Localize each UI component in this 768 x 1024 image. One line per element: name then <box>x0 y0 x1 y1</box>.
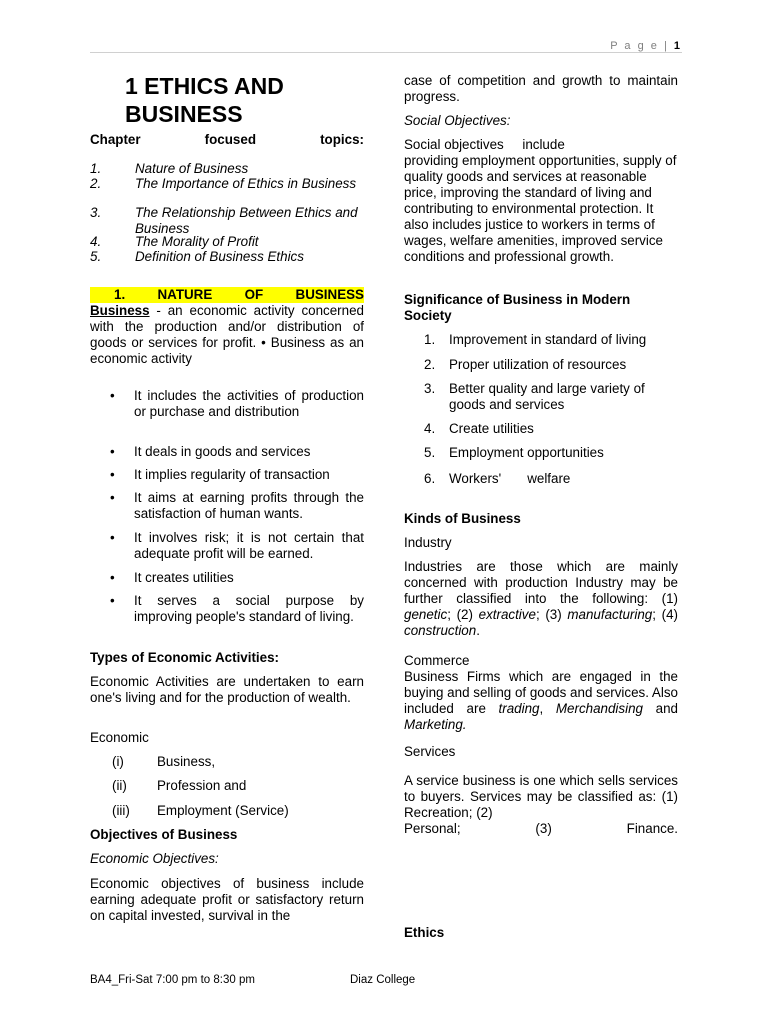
bullet-dot: • <box>110 444 115 459</box>
item-num: 2. <box>424 357 436 372</box>
economic-objectives-text-cont: case of competition and growth to maintain progress. <box>404 73 678 104</box>
commerce-text-part: Business Firms which are engaged in the buying and selling of goods and services. Also included are <box>404 669 678 716</box>
item-num: 4. <box>424 421 436 436</box>
bullet-dot: • <box>110 570 115 585</box>
economic-objectives-heading: Economic Objectives: <box>90 851 219 866</box>
social-objectives-first-line: Social objectives include <box>404 137 565 152</box>
services-label: Services <box>404 744 456 759</box>
bullet-text: It aims at earning profits through the satisfaction of human wants. <box>134 490 364 521</box>
industry-genetic: genetic <box>404 607 448 622</box>
footer-college: Diaz College <box>350 974 416 986</box>
heading-word: Chapter <box>90 132 141 147</box>
social-objectives-text: providing employment opportunities, supply of quality goods and services at reasonable price, improving the standard of living and contributing to environmental protection. It also includes justice to workers in terms of wages, welfare amenities, improved service conditions and professional growth. <box>404 153 677 264</box>
commerce-marketing: Marketing. <box>404 717 467 732</box>
bullet-text: It implies regularity of transaction <box>134 467 330 482</box>
heading-word: NATURE <box>157 287 213 302</box>
heading-word: topics: <box>320 132 364 147</box>
ethics-heading: Ethics <box>404 925 445 940</box>
industry-sep: ; (3) <box>535 607 568 622</box>
services-word: Personal; <box>404 821 461 836</box>
bullet-dot: • <box>110 530 115 545</box>
topic-num: 3. <box>90 205 102 220</box>
heading-word: 1. <box>114 287 126 302</box>
item-text: Improvement in standard of living <box>449 332 647 347</box>
industry-text <box>404 559 678 639</box>
services-last-line <box>404 821 678 837</box>
bullet-text: It involves risk; it is not certain that adequate profit will be earned. <box>134 530 364 561</box>
item-num: (ii) <box>112 778 127 793</box>
social-objectives-heading: Social Objectives: <box>404 113 511 128</box>
topic-num: 2. <box>90 176 102 191</box>
economic-activities-heading: Types of Economic Activities: <box>90 650 279 665</box>
item-text: Employment opportunities <box>449 445 604 460</box>
business-term: Business <box>90 303 150 318</box>
item-num: 3. <box>424 381 436 396</box>
item-text: Proper utilization of resources <box>449 357 627 372</box>
item-text: Employment (Service) <box>157 803 289 818</box>
services-text: A service business is one which sells services to buyers. Services may be classified as: (1) Recreation; (2) <box>404 773 678 820</box>
industry-sep: ; (2) <box>447 607 479 622</box>
topic-text: Nature of Business <box>135 161 249 176</box>
item-num: (iii) <box>112 803 130 818</box>
chapter-topics-heading <box>90 132 364 148</box>
heading-word: BUSINESS <box>295 287 364 302</box>
heading-word: focused <box>204 132 257 147</box>
industry-text-part: Industries are those which are mainly concerned with production Industry may be further classified into the following: (1) <box>404 559 678 606</box>
objectives-heading: Objectives of Business <box>90 827 238 842</box>
economic-objectives-text: Economic objectives of business include earning adequate profit or satisfactory return on capital invested, survival in the <box>90 876 364 923</box>
definition-text: - an economic activity concerned with the production and/or distribution of goods or services for profit. • Business as an economic activity <box>90 303 364 366</box>
header-rule <box>90 52 682 53</box>
services-word: Finance. <box>626 821 678 836</box>
topic-num: 5. <box>90 249 102 264</box>
industry-end: . <box>476 623 480 638</box>
bullet-dot: • <box>110 490 115 505</box>
bullet-text: It deals in goods and services <box>134 444 311 459</box>
bullet-dot: • <box>110 388 115 403</box>
topic-text: The Importance of Ethics in Business <box>135 176 357 191</box>
page-number: 1 <box>673 40 680 52</box>
topic-num: 1. <box>90 161 102 176</box>
chapter-title: 1 ETHICS AND BUSINESS <box>125 73 284 127</box>
industry-sep: ; (4) <box>652 607 678 622</box>
item-num: 1. <box>424 332 436 347</box>
item-text: Profession and <box>157 778 247 793</box>
item-num: 6. <box>424 471 436 486</box>
item-text: Business, <box>157 754 216 769</box>
significance-heading: Significance of Business in Modern Society <box>404 292 631 323</box>
commerce-trading: trading <box>498 701 540 716</box>
bullet-text: It creates utilities <box>134 570 234 585</box>
heading-word: OF <box>244 287 264 302</box>
commerce-merchandising: Merchandising <box>555 701 643 716</box>
topic-num: 4. <box>90 234 102 249</box>
industry-construction: construction <box>404 623 477 638</box>
services-word: (3) <box>535 821 552 836</box>
kinds-heading: Kinds of Business <box>404 511 521 526</box>
industry-manufacturing: manufacturing <box>567 607 653 622</box>
topic-text: The Morality of Profit <box>135 234 259 249</box>
business-definition <box>90 303 364 367</box>
page-word: P a g e | <box>610 40 669 52</box>
bullet-text: It serves a social purpose by improving people's standard of living. <box>134 593 364 624</box>
topic-text: The Relationship Between Ethics and Business <box>135 205 358 236</box>
item-text: Workers' welfare <box>449 471 571 486</box>
bullet-dot: • <box>110 467 115 482</box>
footer-schedule: BA4_Fri-Sat 7:00 pm to 8:30 pm <box>90 974 255 986</box>
industry-label: Industry <box>404 535 452 550</box>
bullet-text: It includes the activities of production or purchase and distribution <box>134 388 364 419</box>
bullet-dot: • <box>110 593 115 608</box>
industry-extractive: extractive <box>478 607 536 622</box>
topic-text: Definition of Business Ethics <box>135 249 304 264</box>
commerce-and: and <box>642 701 678 716</box>
commerce-comma: , <box>539 701 544 716</box>
nature-heading <box>90 287 364 303</box>
item-text: Better quality and large variety of goods and services <box>449 381 645 412</box>
economic-activities-text: Economic Activities are undertaken to earn one's living and for the production of wealth. <box>90 674 364 705</box>
commerce-text <box>404 669 678 733</box>
item-text: Create utilities <box>449 421 534 436</box>
economic-label: Economic <box>90 730 149 745</box>
commerce-label: Commerce <box>404 653 470 668</box>
item-num: 5. <box>424 445 436 460</box>
item-num: (i) <box>112 754 124 769</box>
